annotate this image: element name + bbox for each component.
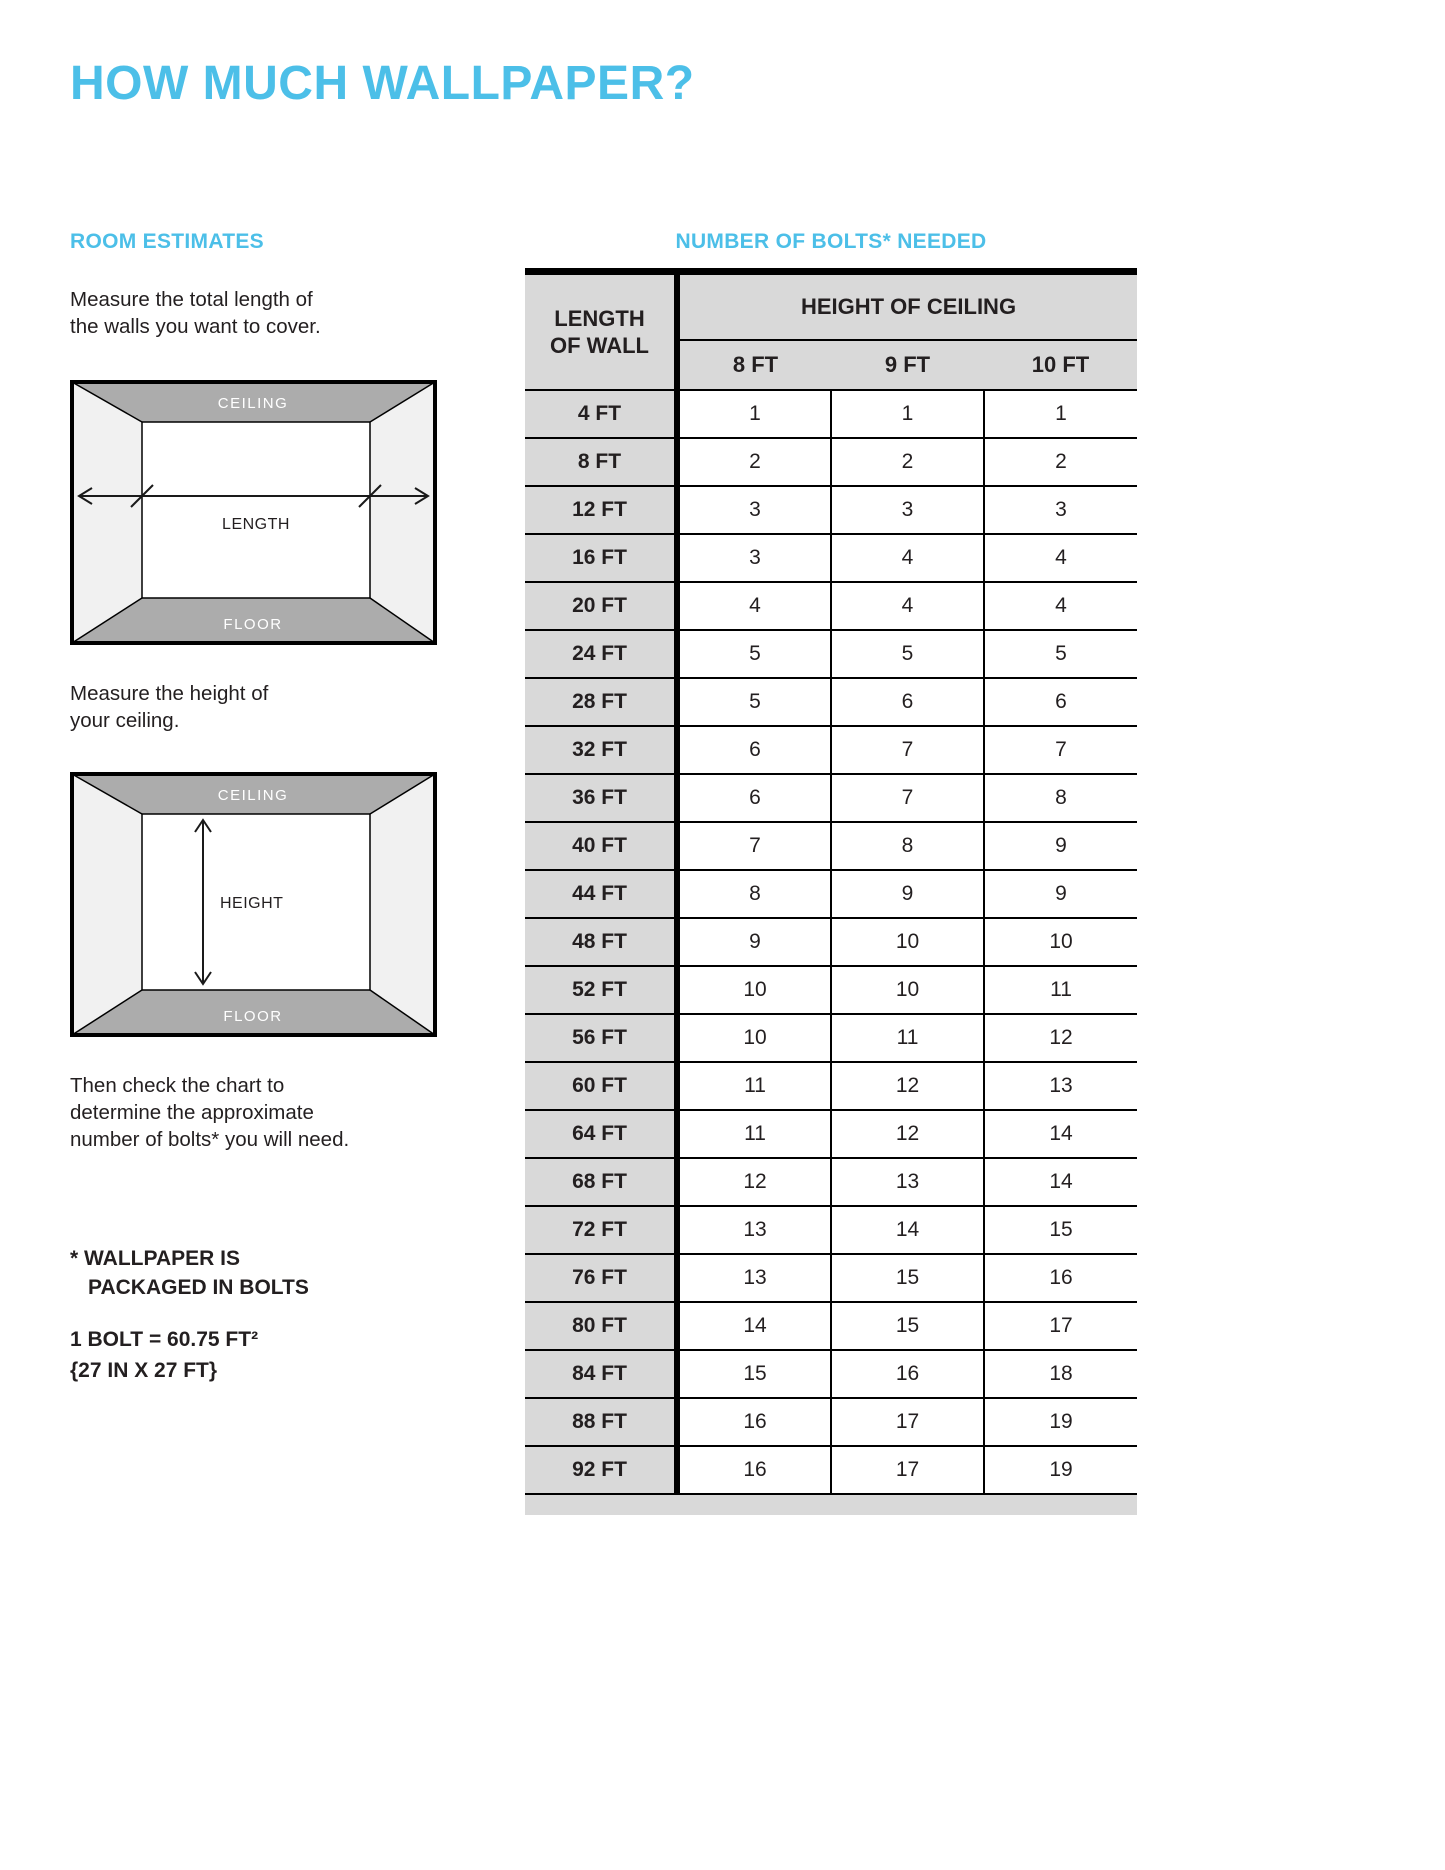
- footnote-line2: PACKAGED IN BOLTS: [88, 1276, 309, 1299]
- room-estimates-heading: ROOM ESTIMATES: [70, 230, 264, 253]
- table-row: [525, 774, 1137, 822]
- row-length-label: 28 FT: [525, 678, 677, 726]
- bolt-count-cell: 17: [831, 1398, 984, 1446]
- bolt-count-cell: 10: [831, 918, 984, 966]
- bolt-count-cell: 5: [831, 630, 984, 678]
- table-footer-bar: [525, 1494, 1137, 1515]
- bolt-count-cell: 2: [831, 438, 984, 486]
- bolt-count-cell: 4: [831, 582, 984, 630]
- bolt-count-cell: 17: [984, 1302, 1137, 1350]
- table-row: [525, 726, 1137, 774]
- footnote-line1: * WALLPAPER IS: [70, 1247, 240, 1270]
- bolt-count-cell: 15: [677, 1350, 831, 1398]
- left-wall: [72, 774, 142, 1035]
- page-title: HOW MUCH WALLPAPER?: [70, 57, 695, 110]
- table-row: [525, 822, 1137, 870]
- bolt-count-cell: 5: [677, 678, 831, 726]
- row-length-label: 8 FT: [525, 438, 677, 486]
- bolt-count-cell: 4: [677, 582, 831, 630]
- bolt-count-cell: 19: [984, 1446, 1137, 1494]
- bolt-count-cell: 10: [984, 918, 1137, 966]
- table-row: [525, 1110, 1137, 1158]
- bolt-count-cell: 9: [831, 870, 984, 918]
- table-row: [525, 1398, 1137, 1446]
- height-label: HEIGHT: [220, 895, 284, 912]
- bolt-count-cell: 6: [831, 678, 984, 726]
- col-header-8ft: 8 FT: [677, 340, 831, 390]
- bolt-count-cell: 16: [677, 1398, 831, 1446]
- col-header-9ft: 9 FT: [831, 340, 984, 390]
- bolt-count-cell: 3: [831, 486, 984, 534]
- bolt-table-container: [525, 268, 1137, 1515]
- bolt-count-cell: 6: [677, 774, 831, 822]
- bolt-count-cell: 3: [677, 534, 831, 582]
- step2-line2: your ceiling.: [70, 709, 180, 732]
- step3-line1: Then check the chart to: [70, 1074, 285, 1097]
- row-length-label: 88 FT: [525, 1398, 677, 1446]
- bolt-count-cell: 18: [984, 1350, 1137, 1398]
- step3-line2: determine the approximate: [70, 1101, 314, 1124]
- row-length-label: 76 FT: [525, 1254, 677, 1302]
- bolt-count-cell: 5: [984, 630, 1137, 678]
- bolt-count-cell: 13: [677, 1206, 831, 1254]
- step1-instruction: [70, 286, 321, 340]
- bolt-count-cell: 16: [984, 1254, 1137, 1302]
- bolt-count-cell: 4: [984, 534, 1137, 582]
- row-length-label: 44 FT: [525, 870, 677, 918]
- row-length-label: 56 FT: [525, 1014, 677, 1062]
- row-length-label: 80 FT: [525, 1302, 677, 1350]
- bolt-size-info: [70, 1324, 258, 1386]
- bolt-count-cell: 14: [984, 1158, 1137, 1206]
- bolt-table-body: [525, 390, 1137, 1494]
- row-length-label: 32 FT: [525, 726, 677, 774]
- ceiling-label: CEILING: [217, 787, 289, 804]
- bolt-count-cell: 10: [831, 966, 984, 1014]
- bolt-table-foot: [525, 1494, 1137, 1515]
- table-footer-row: [525, 1494, 1137, 1515]
- bolt-count-cell: 14: [677, 1302, 831, 1350]
- bolt-count-cell: 17: [831, 1446, 984, 1494]
- length-diagram: [70, 380, 437, 645]
- col-header-10ft: 10 FT: [984, 340, 1137, 390]
- table-row: [525, 1350, 1137, 1398]
- table-row: [525, 870, 1137, 918]
- bolt-footnote: [70, 1244, 309, 1302]
- left-wall: [72, 382, 142, 643]
- row-length-label: 20 FT: [525, 582, 677, 630]
- row-length-label: 64 FT: [525, 1110, 677, 1158]
- table-row: [525, 1206, 1137, 1254]
- bolt-count-cell: 12: [831, 1110, 984, 1158]
- bolt-count-cell: 12: [677, 1158, 831, 1206]
- step3-instruction: [70, 1072, 349, 1153]
- step1-line2: the walls you want to cover.: [70, 315, 321, 338]
- bolt-count-cell: 7: [831, 774, 984, 822]
- row-length-label: 40 FT: [525, 822, 677, 870]
- bolt-table: [525, 268, 1137, 1515]
- bolts-needed-heading: NUMBER OF BOLTS* NEEDED: [675, 230, 987, 253]
- table-header-row-1: [525, 272, 1137, 341]
- height-of-ceiling-header: HEIGHT OF CEILING: [677, 272, 1137, 341]
- bolt-count-cell: 6: [984, 678, 1137, 726]
- bolt-count-cell: 15: [831, 1302, 984, 1350]
- bolt-count-cell: 8: [677, 870, 831, 918]
- table-row: [525, 582, 1137, 630]
- bolt-count-cell: 15: [831, 1254, 984, 1302]
- bolt-count-cell: 1: [677, 390, 831, 438]
- bolt-count-cell: 11: [984, 966, 1137, 1014]
- table-row: [525, 678, 1137, 726]
- table-row: [525, 438, 1137, 486]
- bolt-count-cell: 5: [677, 630, 831, 678]
- row-length-label: 16 FT: [525, 534, 677, 582]
- table-row: [525, 1446, 1137, 1494]
- bolt-count-cell: 10: [677, 1014, 831, 1062]
- row-length-label: 84 FT: [525, 1350, 677, 1398]
- step2-line1: Measure the height of: [70, 682, 269, 705]
- bolt-count-cell: 11: [677, 1062, 831, 1110]
- step3-line3: number of bolts* you will need.: [70, 1128, 350, 1151]
- bolt-count-cell: 4: [984, 582, 1137, 630]
- bolt-count-cell: 6: [677, 726, 831, 774]
- table-row: [525, 486, 1137, 534]
- table-row: [525, 918, 1137, 966]
- bolt-table-head: [525, 272, 1137, 391]
- table-row: [525, 1062, 1137, 1110]
- bolt-count-cell: 13: [831, 1158, 984, 1206]
- bolt-count-cell: 15: [984, 1206, 1137, 1254]
- bolt-count-cell: 1: [831, 390, 984, 438]
- bolt-count-cell: 11: [831, 1014, 984, 1062]
- bolt-count-cell: 8: [984, 774, 1137, 822]
- bolt-size-line1: 1 BOLT = 60.75 FT²: [70, 1328, 259, 1351]
- bolt-count-cell: 7: [984, 726, 1137, 774]
- table-row: [525, 1302, 1137, 1350]
- table-row: [525, 390, 1137, 438]
- bolt-count-cell: 7: [677, 822, 831, 870]
- ceiling-label: CEILING: [217, 395, 289, 412]
- row-length-label: 48 FT: [525, 918, 677, 966]
- row-length-label: 60 FT: [525, 1062, 677, 1110]
- row-length-label: 4 FT: [525, 390, 677, 438]
- bolt-count-cell: 14: [984, 1110, 1137, 1158]
- table-row: [525, 966, 1137, 1014]
- length-of-wall-header: [525, 272, 677, 391]
- step2-instruction: [70, 680, 268, 734]
- step1-line1: Measure the total length of: [70, 288, 313, 311]
- row-length-label: 72 FT: [525, 1206, 677, 1254]
- bolt-count-cell: 2: [677, 438, 831, 486]
- table-row: [525, 1254, 1137, 1302]
- bolt-count-cell: 3: [984, 486, 1137, 534]
- bolt-size-line2: {27 IN X 27 FT}: [70, 1359, 218, 1382]
- bolt-count-cell: 7: [831, 726, 984, 774]
- length-of-wall-line2: OF WALL: [550, 333, 649, 358]
- table-row: [525, 1158, 1137, 1206]
- table-row: [525, 630, 1137, 678]
- row-length-label: 92 FT: [525, 1446, 677, 1494]
- length-label: LENGTH: [222, 516, 290, 533]
- row-length-label: 12 FT: [525, 486, 677, 534]
- bolt-count-cell: 9: [984, 822, 1137, 870]
- row-length-label: 36 FT: [525, 774, 677, 822]
- bolt-count-cell: 16: [831, 1350, 984, 1398]
- bolt-count-cell: 1: [984, 390, 1137, 438]
- bolt-count-cell: 8: [831, 822, 984, 870]
- row-length-label: 24 FT: [525, 630, 677, 678]
- bolt-count-cell: 2: [984, 438, 1137, 486]
- bolt-count-cell: 12: [831, 1062, 984, 1110]
- bolt-count-cell: 12: [984, 1014, 1137, 1062]
- floor-label: FLOOR: [223, 1008, 283, 1025]
- bolt-count-cell: 3: [677, 486, 831, 534]
- bolt-count-cell: 16: [677, 1446, 831, 1494]
- floor-label: FLOOR: [223, 616, 283, 633]
- row-length-label: 52 FT: [525, 966, 677, 1014]
- table-row: [525, 1014, 1137, 1062]
- bolt-count-cell: 9: [677, 918, 831, 966]
- bolt-count-cell: 10: [677, 966, 831, 1014]
- bolt-count-cell: 13: [677, 1254, 831, 1302]
- bolt-count-cell: 14: [831, 1206, 984, 1254]
- table-row: [525, 534, 1137, 582]
- row-length-label: 68 FT: [525, 1158, 677, 1206]
- bolt-count-cell: 9: [984, 870, 1137, 918]
- back-wall: [142, 422, 370, 598]
- bolt-count-cell: 13: [984, 1062, 1137, 1110]
- bolt-count-cell: 19: [984, 1398, 1137, 1446]
- bolt-count-cell: 11: [677, 1110, 831, 1158]
- length-of-wall-line1: LENGTH: [554, 306, 645, 331]
- height-diagram: [70, 772, 437, 1037]
- bolt-count-cell: 4: [831, 534, 984, 582]
